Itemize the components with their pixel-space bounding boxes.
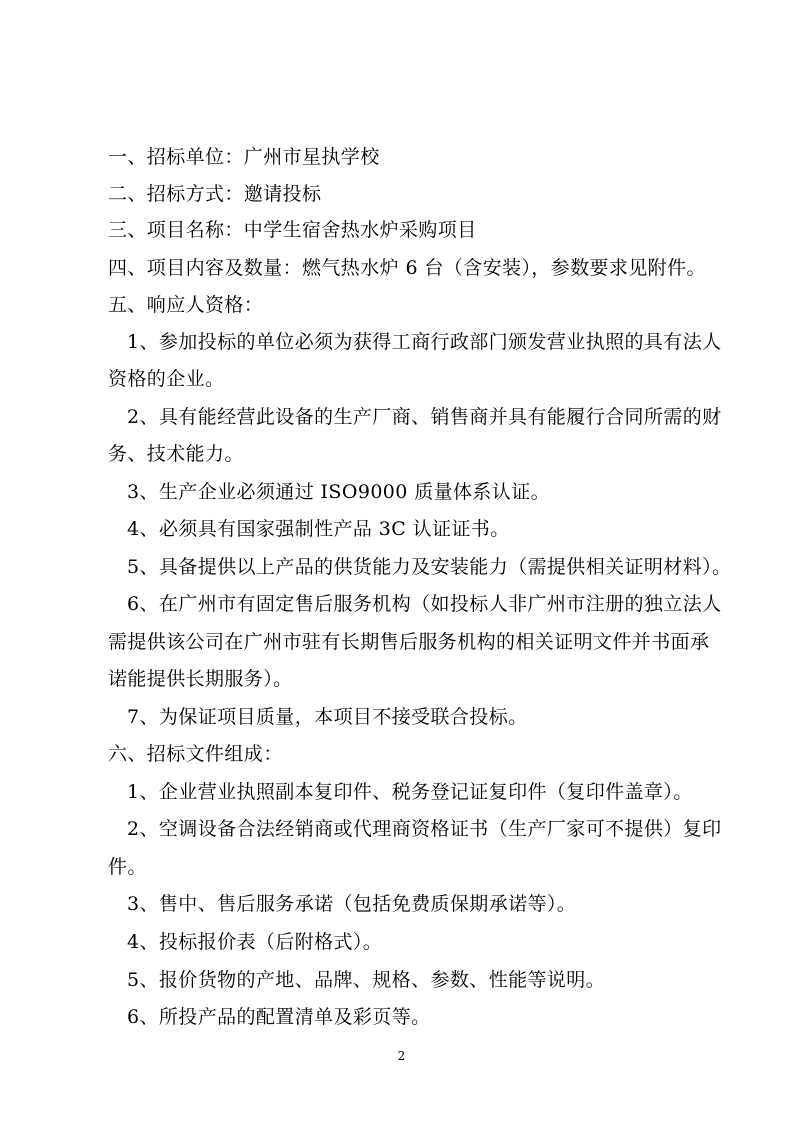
qualification-item-6-continued: 需提供该公司在广州市驻有长期售后服务机构的相关证明文件并书面承 — [108, 631, 710, 653]
document-item-2-continued: 件。 — [108, 856, 147, 878]
document-item-1: 1、企业营业执照副本复印件、税务登记证复印件（复印件盖章）。 — [127, 781, 693, 803]
qualification-item-2: 2、具有能经营此设备的生产厂商、销售商并具有能履行合同所需的财 — [127, 406, 722, 428]
qualification-item-4: 4、必须具有国家强制性产品 3C 认证证书。 — [127, 518, 510, 540]
qualification-item-7: 7、为保证项目质量，本项目不接受联合投标。 — [127, 706, 528, 728]
document-item-2: 2、空调设备合法经销商或代理商资格证书（生产厂家可不提供）复印 — [127, 818, 722, 840]
qualification-item-1-continued: 资格的企业。 — [108, 368, 225, 390]
document-item-4: 4、投标报价表（后附格式）。 — [127, 931, 383, 953]
section-3-project-name: 三、项目名称：中学生宿舍热水炉采购项目 — [108, 219, 477, 241]
qualification-item-1: 1、参加投标的单位必须为获得工商行政部门颁发营业执照的具有法人 — [127, 331, 722, 353]
section-4-project-content: 四、项目内容及数量：燃气热水炉 6 台（含安装），参数要求见附件。 — [108, 257, 706, 279]
document-item-5: 5、报价货物的产地、品牌、规格、参数、性能等说明。 — [127, 969, 606, 991]
qualification-item-2-continued: 务、技术能力。 — [108, 443, 244, 465]
section-6-heading: 六、招标文件组成： — [108, 743, 283, 765]
document-item-3: 3、售中、售后服务承诺（包括免费质保期承诺等）。 — [127, 893, 577, 915]
section-5-heading: 五、响应人资格： — [108, 294, 264, 316]
page-number: 2 — [397, 1049, 406, 1063]
qualification-item-6: 6、在广州市有固定售后服务机构（如投标人非广州市注册的独立法人 — [127, 593, 722, 615]
qualification-item-3: 3、生产企业必须通过 ISO9000 质量体系认证。 — [127, 481, 551, 503]
qualification-item-6-end: 诺能提供长期服务）。 — [108, 668, 293, 690]
qualification-item-5: 5、具备提供以上产品的供货能力及安装能力（需提供相关证明材料）。 — [127, 556, 732, 578]
document-item-6: 6、所投产品的配置清单及彩页等。 — [127, 1006, 431, 1028]
section-2-bid-method: 二、招标方式：邀请投标 — [108, 183, 322, 205]
section-1-bid-unit: 一、招标单位：广州市星执学校 — [108, 146, 380, 168]
